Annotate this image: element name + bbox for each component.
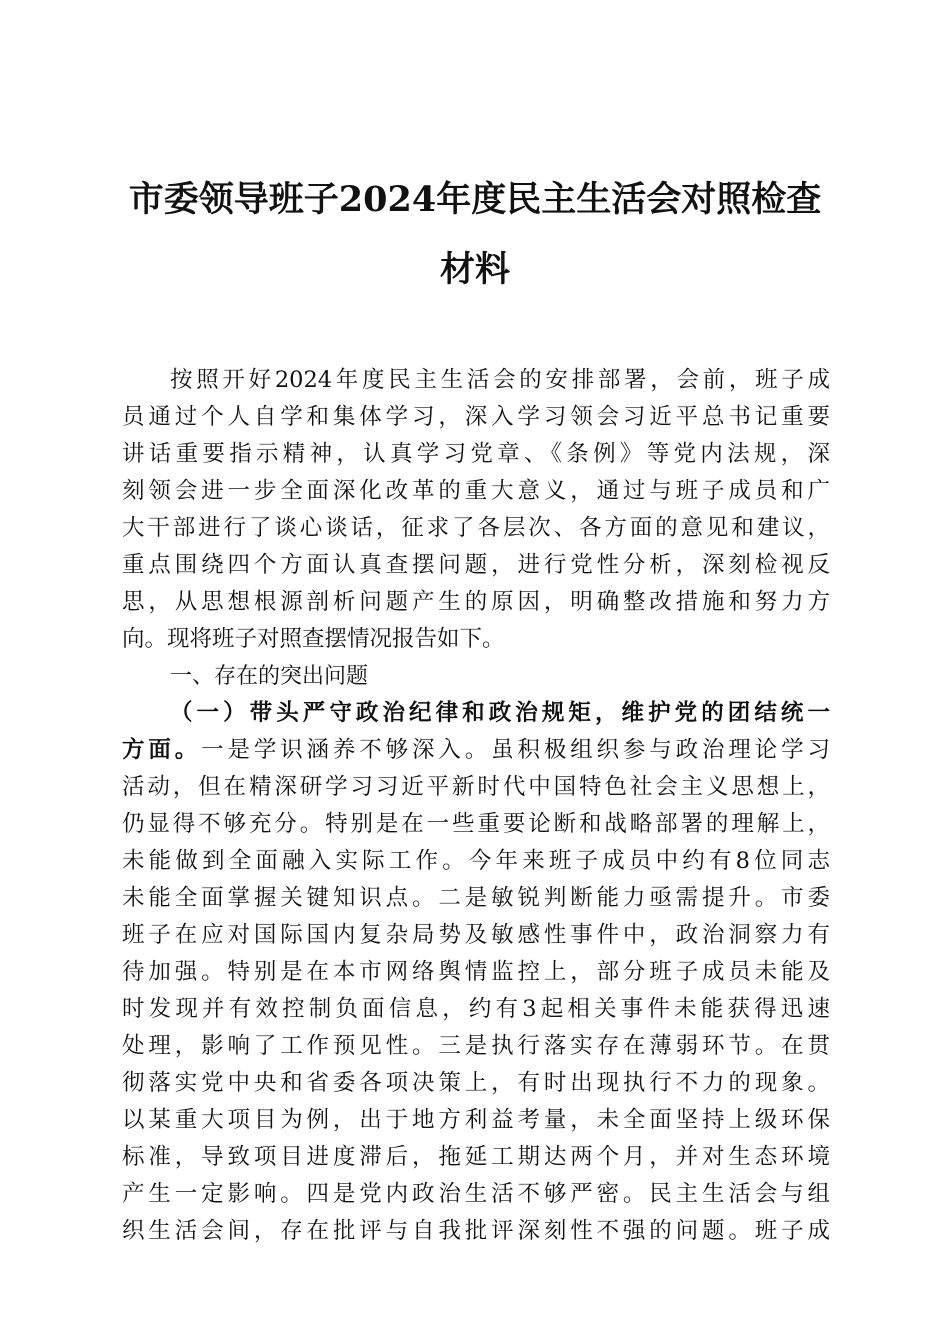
paragraph-line: 彻落实党中央和省委各项决策上，有时出现执行不力的现象。 xyxy=(122,1070,830,1096)
document-title-line-1: 市委领导班子2024年度民主生活会对照检查 xyxy=(128,179,822,220)
intro-line: 向。现将班子对照查摆情况报告如下。 xyxy=(122,626,505,652)
paragraph-line: 待加强。特别是在本市网络舆情监控上，部分班子成员未能及 xyxy=(122,959,830,985)
paragraph-line: 处理，影响了工作预见性。三是执行落实存在薄弱环节。在贯 xyxy=(122,1033,830,1059)
document-body xyxy=(122,362,830,1250)
paragraph-line: 班子在应对国际国内复杂局势及敏感性事件中，政治洞察力有 xyxy=(122,922,830,948)
paragraph-line: 以某重大项目为例，出于地方利益考量，未全面坚持上级环保 xyxy=(122,1107,830,1133)
paragraph-line: 未能全面掌握关键知识点。二是敏锐判断能力亟需提升。市委 xyxy=(122,885,830,911)
subsection-heading-line xyxy=(122,695,830,732)
paragraph-line: 织生活会间，存在批评与自我批评深刻性不强的问题。班子成 xyxy=(122,1218,830,1244)
intro-line: 员通过个人自学和集体学习，深入学习领会习近平总书记重要 xyxy=(122,404,830,430)
paragraph-line: 时发现并有效控制负面信息，约有3起相关事件未能获得迅速 xyxy=(122,996,830,1022)
paragraph-line: 产生一定影响。四是党内政治生活不够严密。民主生活会与组 xyxy=(122,1181,830,1207)
intro-line: 思，从思想根源剖析问题产生的原因，明确整改措施和努力方 xyxy=(122,589,830,615)
intro-line: 大干部进行了谈心谈话，征求了各层次、各方面的意见和建议， xyxy=(122,515,830,541)
subsection-heading-tail: 方面。 xyxy=(122,737,202,763)
intro-line: 讲话重要指示精神，认真学习党章、《条例》等党内法规，深 xyxy=(122,441,830,467)
document-title-line-2: 材料 xyxy=(439,249,510,290)
intro-line: 按照开好2024年度民主生活会的安排部署，会前，班子成 xyxy=(170,367,830,393)
paragraph-line: 活动，但在精深研学习习近平新时代中国特色社会主义思想上， xyxy=(122,774,830,800)
intro-line: 重点围绕四个方面认真查摆问题，进行党性分析，深刻检视反 xyxy=(122,552,830,578)
paragraph-line: 仍显得不够充分。特别是在一些重要论断和战略部署的理解上， xyxy=(122,811,830,837)
paragraph-text: 一是学识涵养不够深入。虽积极组织参与政治理论学习 xyxy=(201,737,830,763)
paragraph-line xyxy=(122,732,830,769)
section-heading: 一、存在的突出问题 xyxy=(170,664,369,689)
intro-line: 刻领会进一步全面深化改革的重大意义，通过与班子成员和广 xyxy=(122,478,830,504)
paragraph-line: 标准，导致项目进度滞后，拖延工期达两个月，并对生态环境 xyxy=(122,1144,830,1170)
paragraph-line: 未能做到全面融入实际工作。今年来班子成员中约有8位同志 xyxy=(122,848,830,874)
subsection-heading: （一）带头严守政治纪律和政治规矩，维护党的团结统一 xyxy=(170,700,830,726)
